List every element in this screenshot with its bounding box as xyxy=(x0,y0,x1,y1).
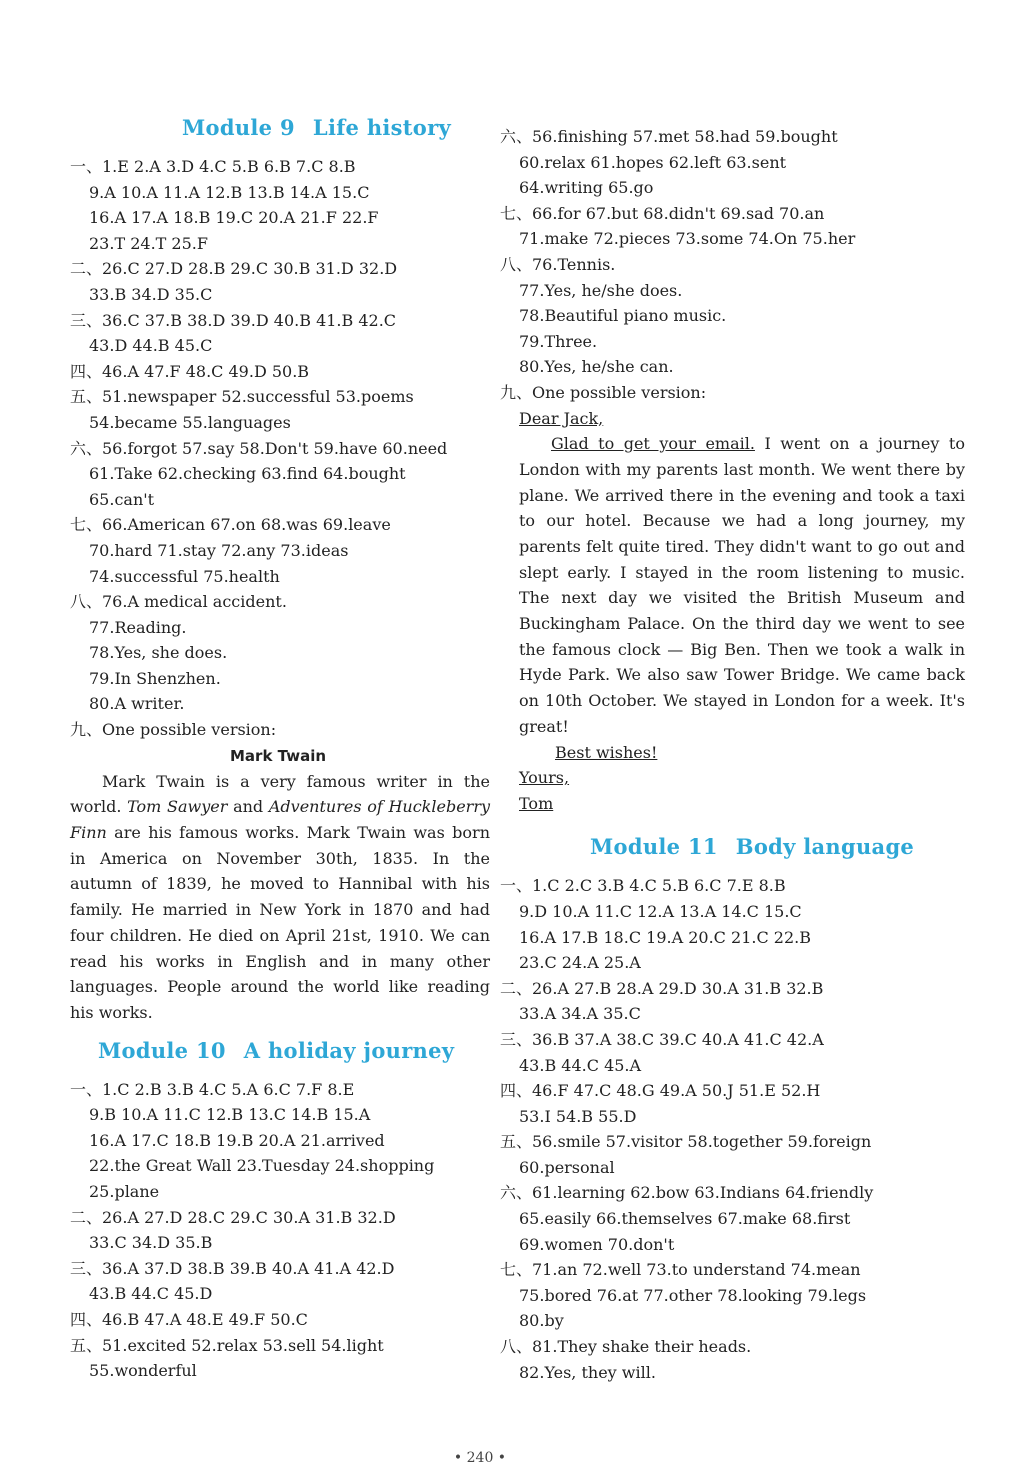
answer-line: 80.by xyxy=(519,1311,564,1331)
letter-body xyxy=(500,431,965,739)
answer-line: 四、46.B 47.A 48.E 49.F 50.C xyxy=(70,1310,308,1330)
module9-answers xyxy=(70,154,490,743)
letter-opening: Glad to get your email. xyxy=(551,434,755,454)
answer-line: 23.C 24.A 25.A xyxy=(519,953,641,973)
answer-line: 61.Take 62.checking 63.find 64.bought xyxy=(89,464,406,484)
letter-closing: Best wishes! xyxy=(555,742,658,762)
answer-line: 79.Three. xyxy=(519,331,598,351)
answer-line: 53.I 54.B 55.D xyxy=(519,1106,637,1126)
answer-line: 82.Yes, they will. xyxy=(519,1362,656,1382)
answer-line: 三、36.C 37.B 38.D 39.D 40.B 41.B 42.C xyxy=(70,310,397,330)
answer-line: 九、One possible version: xyxy=(500,382,707,402)
right-column xyxy=(500,124,965,1385)
answer-line: 75.bored 76.at 77.other 78.looking 79.legs xyxy=(519,1285,867,1305)
answer-line: 64.writing 65.go xyxy=(519,178,654,198)
answer-line: 80.Yes, he/she can. xyxy=(519,357,674,377)
answer-line: 二、26.A 27.B 28.A 29.D 30.A 31.B 32.B xyxy=(500,978,824,998)
answer-line: 七、66.American 67.on 68.was 69.leave xyxy=(70,515,391,535)
letter-greeting: Dear Jack, xyxy=(519,408,604,428)
module11-answers xyxy=(500,873,965,1385)
essay-title: Mark Twain xyxy=(230,746,327,765)
answer-line: 70.hard 71.stay 72.any 73.ideas xyxy=(89,540,349,560)
answer-line: 16.A 17.B 18.C 19.A 20.C 21.C 22.B xyxy=(519,927,811,947)
answer-line: 一、1.C 2.C 3.B 4.C 5.B 6.C 7.E 8.B xyxy=(500,876,786,896)
module11-title: Module 11 xyxy=(590,834,718,860)
module11-subtitle: Body language xyxy=(735,834,915,860)
answer-line: 78.Beautiful piano music. xyxy=(519,306,727,326)
module11-heading xyxy=(500,834,965,859)
left-column xyxy=(70,115,490,1384)
answer-line: 65.can't xyxy=(89,489,155,509)
answer-line: 六、56.finishing 57.met 58.had 59.bought xyxy=(500,127,838,146)
letter-signoff: Yours, xyxy=(519,768,570,788)
answer-line: 9.D 10.A 11.C 12.A 13.A 14.C 15.C xyxy=(519,901,802,921)
answer-line: 八、81.They shake their heads. xyxy=(500,1337,752,1357)
module9-title: Module 9 xyxy=(182,115,295,140)
answer-line: 二、26.A 27.D 28.C 29.C 30.A 31.B 32.D xyxy=(70,1207,396,1227)
answer-line: 一、1.E 2.A 3.D 4.C 5.B 6.B 7.C 8.B xyxy=(70,157,356,176)
answer-line: 74.successful 75.health xyxy=(89,566,280,586)
answer-line: 六、61.learning 62.bow 63.Indians 64.friendly xyxy=(500,1183,874,1203)
answer-line: 八、76.Tennis. xyxy=(500,254,616,274)
answer-line: 二、26.C 27.D 28.B 29.C 30.B 31.D 32.D xyxy=(70,259,398,279)
answer-line: 16.A 17.C 18.B 19.B 20.A 21.arrived xyxy=(89,1130,385,1150)
module10-answers-part1 xyxy=(70,1077,490,1384)
answer-line: 78.Yes, she does. xyxy=(89,643,228,663)
answer-line: 四、46.F 47.C 48.G 49.A 50.J 51.E 52.H xyxy=(500,1081,821,1101)
answer-line: 五、51.newspaper 52.successful 53.poems xyxy=(70,387,414,407)
answer-line: 23.T 24.T 25.F xyxy=(89,233,208,253)
answer-line: 16.A 17.A 18.B 19.C 20.A 21.F 22.F xyxy=(89,208,379,228)
module9-subtitle: Life history xyxy=(312,115,451,140)
answer-line: 25.plane xyxy=(89,1182,160,1202)
answer-line: 33.C 34.D 35.B xyxy=(89,1233,213,1253)
answer-line: 五、56.smile 57.visitor 58.together 59.foreign xyxy=(500,1132,872,1152)
answer-line: 七、71.an 72.well 73.to understand 74.mean xyxy=(500,1260,861,1280)
module10-subtitle: A holiday journey xyxy=(243,1037,455,1063)
essay-body: Mark Twain is a very famous writer in the world. Tom Sawyer and Adventures of Huckleberry Finn are his famous works. Mark Twain was born in America on November 30th, 1835. In the autumn of 1839, he moved to Hannibal with his family. He married in New York in 1870 and had four children. He died on April 21st, 1910. We can read his works in English and in many other languages. People around the world like reading his works. xyxy=(70,771,491,1022)
answer-line: 33.B 34.D 35.C xyxy=(89,284,213,304)
answer-line: 80.A writer. xyxy=(89,694,185,714)
answer-line: 65.easily 66.themselves 67.make 68.first xyxy=(519,1209,851,1229)
answer-line: 七、66.for 67.but 68.didn't 69.sad 70.an xyxy=(500,203,825,223)
answer-line: 55.wonderful xyxy=(89,1361,197,1381)
answer-line: 33.A 34.A 35.C xyxy=(519,1004,641,1024)
answer-line: 43.D 44.B 45.C xyxy=(89,336,213,356)
module9-heading xyxy=(70,115,490,140)
letter-name: Tom xyxy=(519,793,554,813)
answer-line: 三、36.B 37.A 38.C 39.C 40.A 41.C 42.A xyxy=(500,1029,824,1049)
answer-line: 八、76.A medical accident. xyxy=(70,592,287,612)
answer-line: 22.the Great Wall 23.Tuesday 24.shopping xyxy=(89,1156,435,1176)
answer-line: 五、51.excited 52.relax 53.sell 54.light xyxy=(70,1335,384,1355)
answer-line: 43.B 44.C 45.D xyxy=(89,1284,213,1304)
answer-line: 九、One possible version: xyxy=(70,720,277,740)
answer-line: 77.Reading. xyxy=(89,617,187,637)
answer-line: 60.relax 61.hopes 62.left 63.sent xyxy=(519,152,787,172)
answer-line: 77.Yes, he/she does. xyxy=(519,280,683,300)
module10-answers-part2 xyxy=(500,124,965,406)
page-number: • 240 • xyxy=(453,1450,507,1466)
answer-line: 60.personal xyxy=(519,1157,615,1177)
answer-line: 一、1.C 2.B 3.B 4.C 5.A 6.C 7.F 8.E xyxy=(70,1079,355,1099)
answer-line: 三、36.A 37.D 38.B 39.B 40.A 41.A 42.D xyxy=(70,1258,395,1278)
answer-line: 9.A 10.A 11.A 12.B 13.B 14.A 15.C xyxy=(89,182,370,202)
answer-line: 六、56.forgot 57.say 58.Don't 59.have 60.need xyxy=(70,438,448,458)
answer-line: 71.make 72.pieces 73.some 74.On 75.her xyxy=(519,229,856,249)
answer-line: 54.became 55.languages xyxy=(89,412,291,432)
module10-heading xyxy=(70,1038,490,1063)
letter-text: I went on a journey to London with my parents last month. We went there by plane. We arrived there in the evening and took a taxi to our hotel. Because we had a long journey, my parents felt quite tired. They didn't want to go out and slept early. I stayed in the room listening to music. The next day we visited the British Museum and Buckingham Palace. On the third day we went to see the famous clock — Big Ben. Then we took a walk in Hyde Park. We also saw Tower Bridge. We came back on 10th October. We stayed in London for a week. It's great! xyxy=(519,434,965,736)
answer-line: 69.women 70.don't xyxy=(519,1234,675,1254)
answer-line: 79.In Shenzhen. xyxy=(89,668,221,688)
answer-line: 9.B 10.A 11.C 12.B 13.C 14.B 15.A xyxy=(89,1105,371,1125)
answer-line: 43.B 44.C 45.A xyxy=(519,1055,642,1075)
answer-line: 四、46.A 47.F 48.C 49.D 50.B xyxy=(70,361,310,381)
module10-title: Module 10 xyxy=(98,1037,226,1063)
